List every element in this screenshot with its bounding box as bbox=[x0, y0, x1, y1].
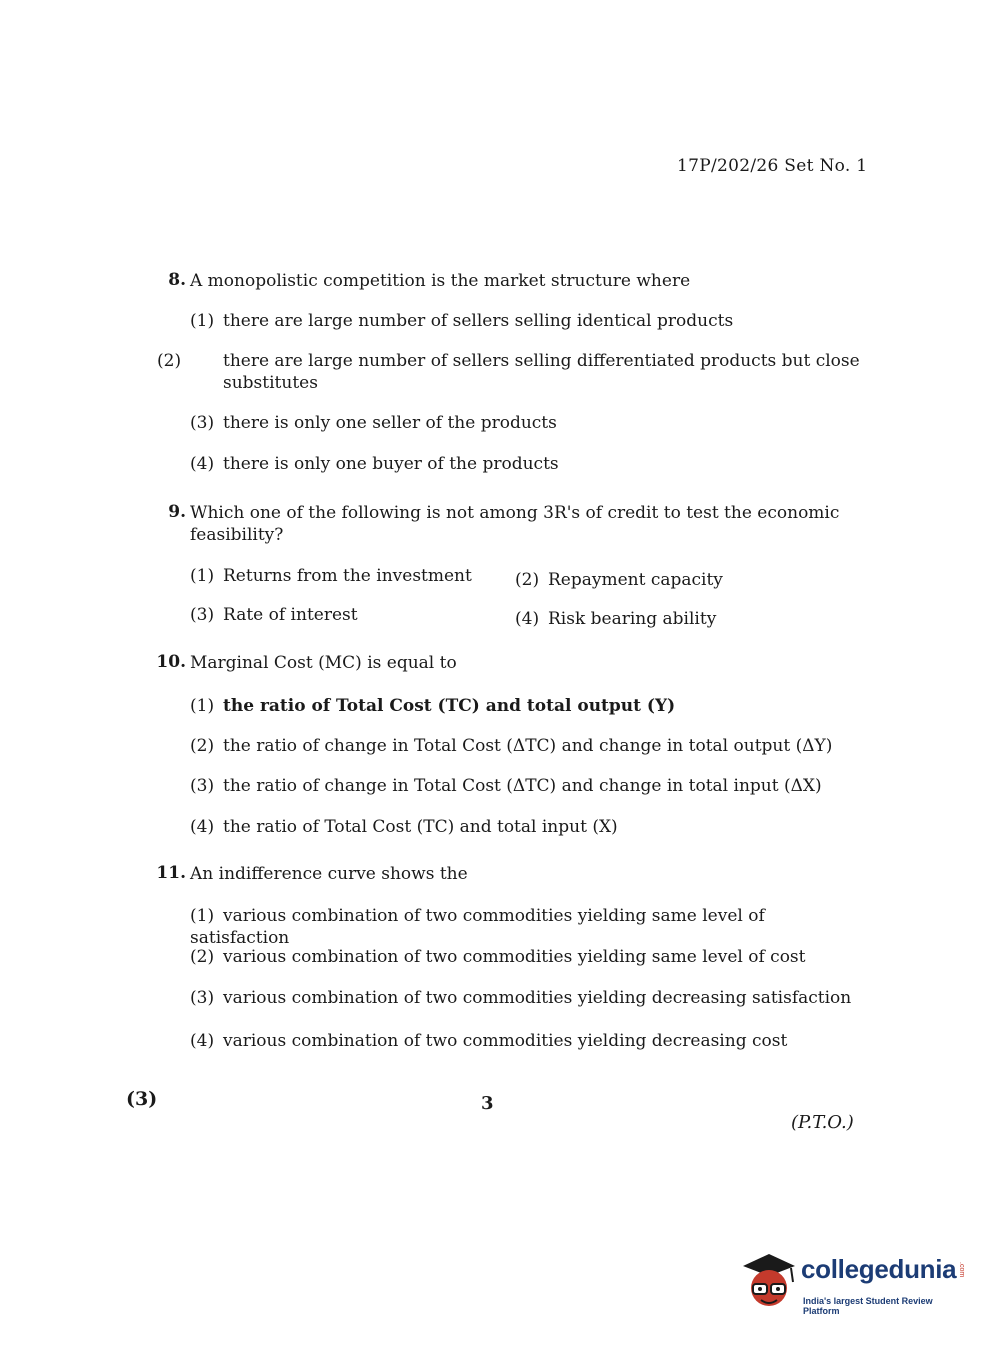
option-number: (3) bbox=[190, 413, 215, 433]
question-10 bbox=[148, 652, 866, 837]
option-number: (1) bbox=[190, 906, 215, 926]
option-text: there is only one seller of the products bbox=[223, 413, 557, 433]
option-number: (3) bbox=[190, 988, 215, 1008]
option-text: various combination of two commodities yielding same level of cost bbox=[223, 947, 806, 967]
brand-name: collegedunia bbox=[801, 1254, 957, 1284]
option-text: various combination of two commodities yielding decreasing cost bbox=[223, 1031, 788, 1051]
question-number: 11. bbox=[156, 863, 186, 883]
question-number: 10. bbox=[156, 652, 186, 672]
option-3 bbox=[190, 412, 866, 434]
collegedunia-logo bbox=[741, 1248, 971, 1318]
option-text: the ratio of Total Cost (TC) and total input (X) bbox=[223, 817, 618, 837]
option-text: there are large number of sellers selling identical products bbox=[223, 311, 734, 331]
option-number: (2) bbox=[190, 947, 215, 967]
option-2 bbox=[190, 946, 866, 968]
option-number: (1) bbox=[190, 566, 215, 586]
option-2 bbox=[157, 350, 899, 394]
mascot-icon bbox=[741, 1250, 799, 1314]
option-text: Repayment capacity bbox=[548, 570, 723, 590]
option-text: Rate of interest bbox=[223, 605, 358, 625]
option-number: (3) bbox=[190, 776, 215, 796]
option-number: (4) bbox=[190, 817, 215, 837]
option-text: various combination of two commodities yielding same level of satisfaction bbox=[190, 906, 765, 948]
question-text: Marginal Cost (MC) is equal to bbox=[190, 653, 457, 673]
option-3 bbox=[190, 604, 510, 626]
option-number: (4) bbox=[190, 454, 215, 474]
question-11 bbox=[148, 863, 866, 1051]
option-text: Risk bearing ability bbox=[548, 609, 717, 629]
question-text: An indifference curve shows the bbox=[190, 864, 468, 884]
paper-code: 17P/202/26 Set No. 1 bbox=[677, 156, 868, 176]
option-number: (4) bbox=[515, 609, 540, 629]
option-text: there is only one buyer of the products bbox=[223, 454, 559, 474]
option-number: (1) bbox=[190, 311, 215, 331]
pto-label: (P.T.O.) bbox=[791, 1112, 854, 1133]
option-text: the ratio of change in Total Cost (ΔTC) and change in total input (ΔX) bbox=[223, 776, 822, 796]
question-8 bbox=[148, 270, 866, 474]
option-1 bbox=[190, 905, 866, 949]
question-number: 9. bbox=[168, 502, 186, 522]
option-4 bbox=[515, 608, 815, 630]
page-mark: (3) bbox=[126, 1088, 158, 1110]
option-number: (4) bbox=[190, 1031, 215, 1051]
question-number: 8. bbox=[168, 270, 186, 290]
option-4 bbox=[190, 816, 866, 838]
question-text: A monopolistic competition is the market structure where bbox=[190, 271, 691, 291]
option-number: (2) bbox=[157, 351, 182, 371]
brand-tagline: India's largest Student Review Platform bbox=[803, 1296, 933, 1316]
option-number: (2) bbox=[515, 570, 540, 590]
brand-suffix: .com bbox=[958, 1262, 965, 1278]
option-text: various combination of two commodities yielding decreasing satisfaction bbox=[223, 988, 852, 1008]
page-number: 3 bbox=[481, 1093, 494, 1114]
option-1 bbox=[190, 310, 866, 332]
option-text: Returns from the investment bbox=[223, 566, 472, 586]
option-3 bbox=[190, 775, 866, 797]
option-4 bbox=[190, 1030, 866, 1052]
option-number: (2) bbox=[190, 736, 215, 756]
option-4 bbox=[190, 453, 866, 475]
option-1 bbox=[190, 695, 866, 717]
question-9 bbox=[148, 502, 866, 629]
option-3 bbox=[190, 987, 866, 1009]
option-2 bbox=[515, 569, 815, 591]
option-number: (1) bbox=[190, 696, 215, 716]
option-2 bbox=[190, 735, 866, 757]
option-text: the ratio of Total Cost (TC) and total output (Y) bbox=[223, 696, 676, 716]
option-text: the ratio of change in Total Cost (ΔTC) and change in total output (ΔY) bbox=[223, 736, 833, 756]
option-text: there are large number of sellers selling differentiated products but close substitutes bbox=[223, 351, 860, 393]
option-1 bbox=[190, 565, 510, 587]
option-number: (3) bbox=[190, 605, 215, 625]
question-text: Which one of the following is not among 3R's of credit to test the economic feasibility? bbox=[190, 503, 840, 545]
